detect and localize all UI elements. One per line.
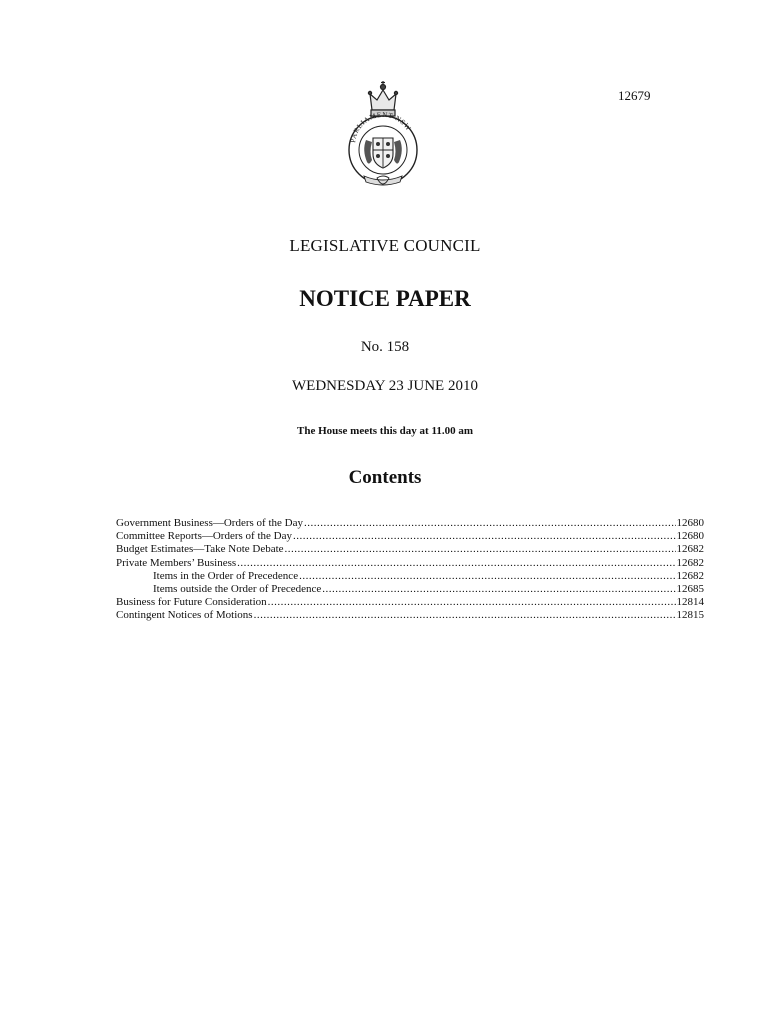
toc-entry-page: 12680 [676, 517, 704, 529]
toc-entry-label: Items outside the Order of Precedence [153, 583, 322, 596]
chamber-name: LEGISLATIVE COUNCIL [289, 236, 481, 255]
contents-heading: Contents [348, 467, 422, 488]
toc-entry-page: 12685 [676, 583, 704, 596]
toc-leader-dots [268, 596, 676, 609]
toc-entry-label: Committee Reports—Orders of the Day [116, 530, 292, 543]
toc-subentry[interactable] [116, 570, 704, 583]
sitting-note: The House meets this day at 11.00 am [297, 425, 473, 437]
toc-leader-dots [285, 543, 676, 556]
toc-entry-page: 12680 [676, 530, 704, 543]
toc-leader-dots [299, 570, 675, 583]
toc-entry-page: 12682 [676, 543, 704, 556]
issue-number: No. 158 [360, 339, 410, 355]
toc-entry[interactable] [116, 609, 704, 622]
parliament-nsw-crest-icon [342, 80, 424, 194]
toc-subentry[interactable] [116, 583, 704, 596]
toc-entry-label: Budget Estimates—Take Note Debate [116, 543, 284, 556]
toc-leader-dots [237, 557, 675, 570]
toc-entry[interactable] [116, 543, 704, 556]
toc-entry[interactable] [116, 557, 704, 570]
toc-entry[interactable] [116, 517, 704, 530]
toc-entry-label: Government Business—Orders of the Day [116, 517, 303, 529]
sitting-date: WEDNESDAY 23 JUNE 2010 [292, 378, 478, 394]
toc-leader-dots [304, 517, 676, 530]
toc-entry[interactable] [116, 530, 704, 543]
toc-entry[interactable] [116, 596, 704, 609]
toc-entry-page: 12682 [676, 569, 704, 582]
toc-leader-dots [322, 583, 675, 596]
toc-leader-dots [293, 530, 676, 543]
toc-entry-page: 12682 [676, 556, 704, 569]
toc-entry-label: Business for Future Consideration [116, 596, 267, 609]
toc-entry-page: 12814 [676, 596, 704, 609]
toc-entry-label: Private Members’ Business [116, 556, 237, 569]
table-of-contents [116, 517, 704, 623]
toc-entry-label: Items in the Order of Precedence [153, 569, 299, 582]
toc-entry-page: 12815 [676, 609, 704, 622]
page-number: 12679 [618, 88, 651, 103]
crest-inscription: PARLIAMENT NSW [349, 110, 413, 144]
toc-entry-label: Contingent Notices of Motions [116, 609, 253, 622]
document-title: NOTICE PAPER [299, 286, 471, 311]
toc-leader-dots [254, 609, 676, 622]
